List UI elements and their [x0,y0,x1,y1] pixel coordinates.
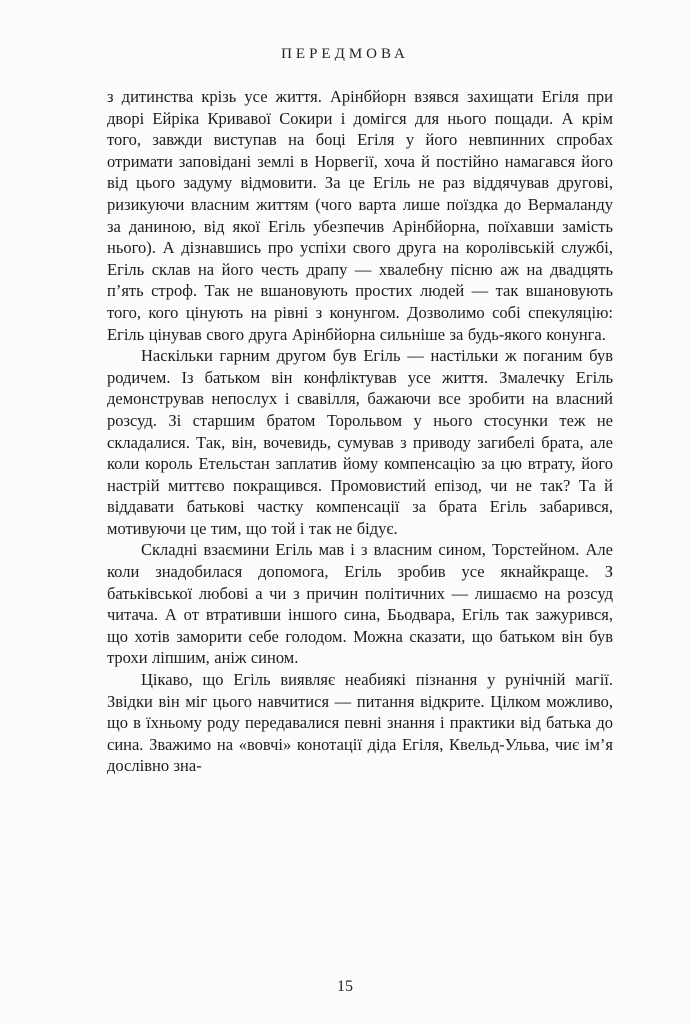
paragraph-3: Складні взаємини Егіль мав і з власним сином, Торстейном. Але коли знадобилася допомога, Егіль зробив усе якнайкраще. З батьківської любові а чи з причин політичних — лишаємо на розсуд читача. А от втративши іншого сина, Бьодвара, Егіль так зажурився, що хотів заморити себе голодом. Можна сказати, що батьком він був трохи ліпшим, аніж сином. [107,540,613,668]
paragraph-1: з дитинства крізь усе життя. Арінбйорн взявся захищати Егіля при дворі Ейріка Кривавої Сокири і домігся для нього пощади. А крім того, завжди виступав на боці Егіля у його невпинних спробах отримати заповідані землі в Норвегії, хоча й постійно намагався його від цього задуму відмовити. За це Егіль не раз віддячував другові, ризикуючи власним життям (чого варта лише поїздка до Вермаланду за даниною, від якої Егіль убезпечив Арінбйорна, поїхавши замість нього). А дізнавшись про успіхи свого друга на королівській службі, Егіль склав на його честь драпу — хвалебну пісню аж на двадцять п’ять строф. Так не вшановують простих людей — так вшановують того, кого цінують на рівні з конунгом. Дозволимо собі спекуляцію: Егіль цінував свого друга Арінбйорна сильніше за будь-якого конунга. [107,87,613,344]
text-body [107,86,613,777]
paragraph-2: Наскільки гарним другом був Егіль — настільки ж поганим був родичем. Із батьком він конфліктував усе життя. Змалечку Егіль демонстрував непослух і свавілля, бажаючи все зробити на власний розсуд. Зі старшим братом Торольвом у нього стосунки теж не складалися. Так, він, вочевидь, сумував з приводу загибелі брата, але коли король Етельстан заплатив йому компенсацію за цю втрату, його настрій миттєво покращився. Промовистий епізод, чи не так? Та й віддавати батькові частку компенсації за брата Егіль забарився, мотивуючи це тим, що той і так не бідує. [107,346,613,538]
paragraph-4: Цікаво, що Егіль виявляє неабиякі пізнання у рунічній магії. Звідки він міг цього навчитися — питання відкрите. Цілком можливо, що в їхньому роду передавалися певні знання і практики від батька до сина. Зважимо на «вовчі» конотації діда Егіля, Квельд-Ульва, чиє ім’я дослівно зна- [107,670,613,776]
page-number: 15 [337,978,353,995]
chapter-running-head: ПЕРЕДМОВА [281,46,409,62]
